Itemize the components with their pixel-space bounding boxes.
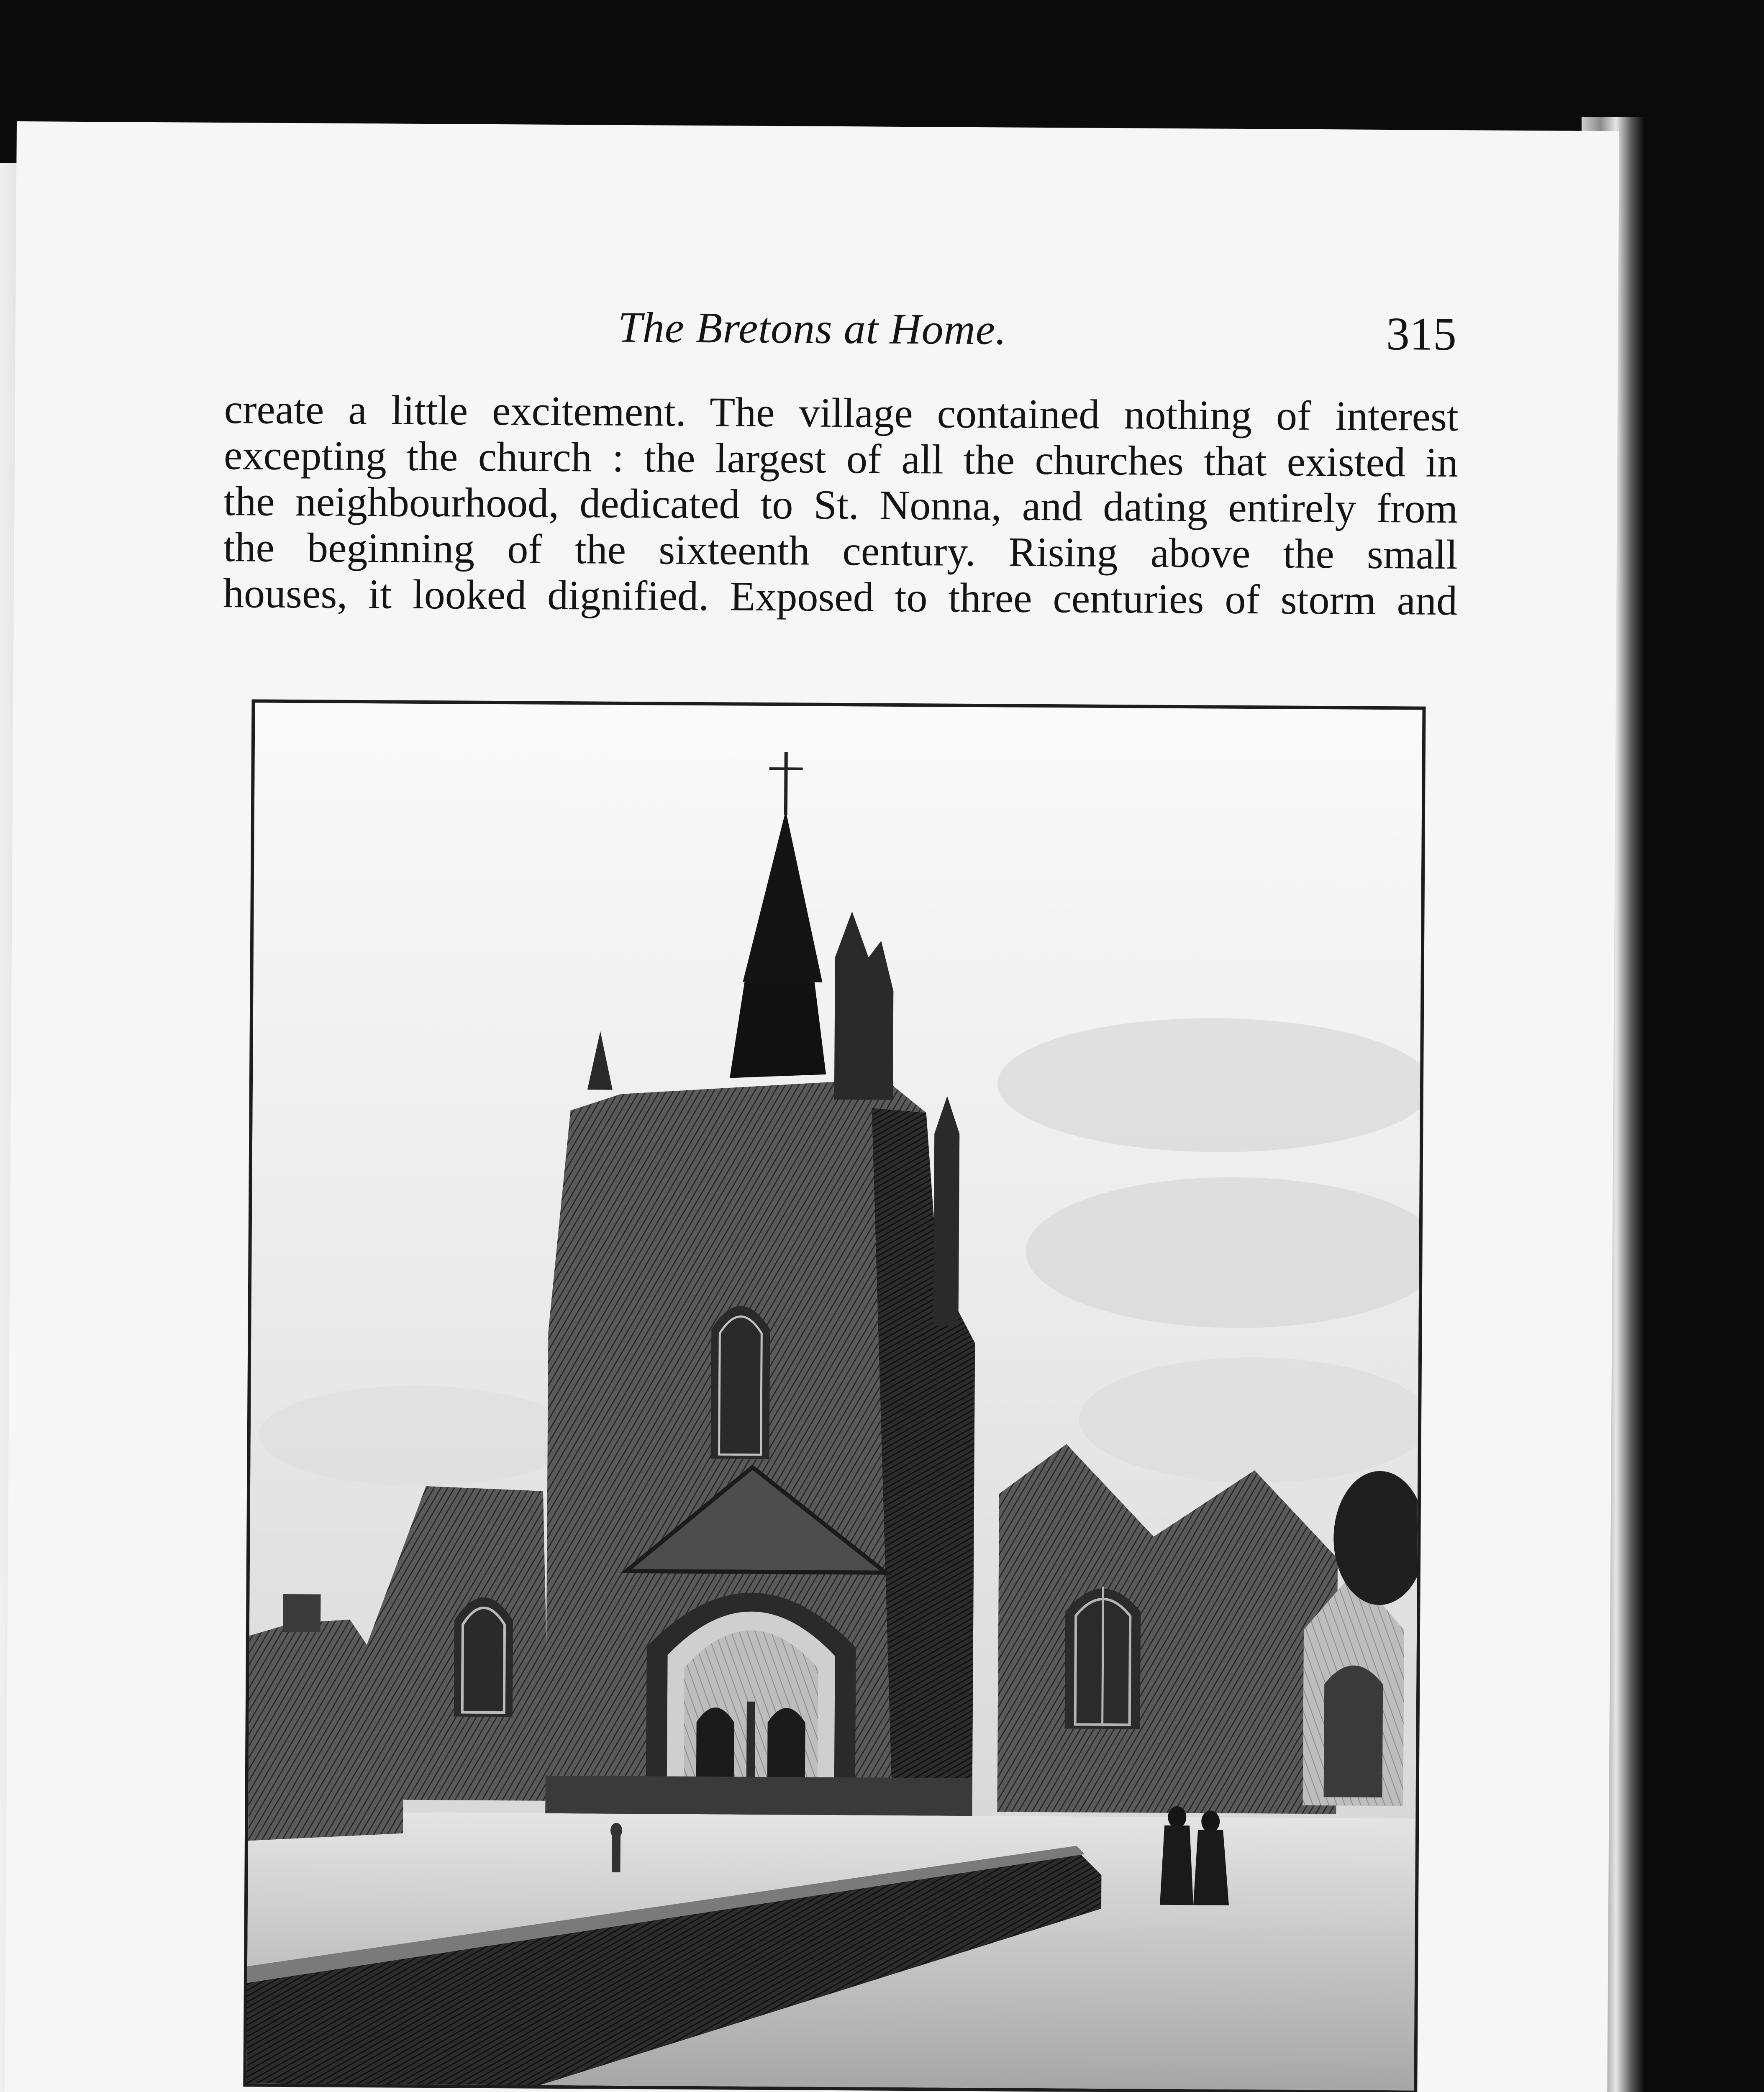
book-page xyxy=(0,121,1619,2092)
running-head: The Bretons at Home. xyxy=(618,303,1007,354)
text-line: houses, it looked dignified. Exposed to three centuries of storm and xyxy=(223,570,1458,624)
text-line: the beginning of the sixteenth century. Rising above the small xyxy=(223,524,1458,578)
text-line: the neighbourhood, dedicated to St. Nonna, and dating entirely from xyxy=(223,478,1458,532)
paragraph-top xyxy=(223,386,1459,624)
page-number: 315 xyxy=(1386,308,1457,361)
text-line: excepting the church : the largest of all the churches that existed in xyxy=(223,432,1459,486)
church-engraving xyxy=(246,703,1422,2091)
church-illustration xyxy=(243,699,1426,2092)
text-line: create a little excitement. The village contained nothing of interest xyxy=(224,386,1459,440)
